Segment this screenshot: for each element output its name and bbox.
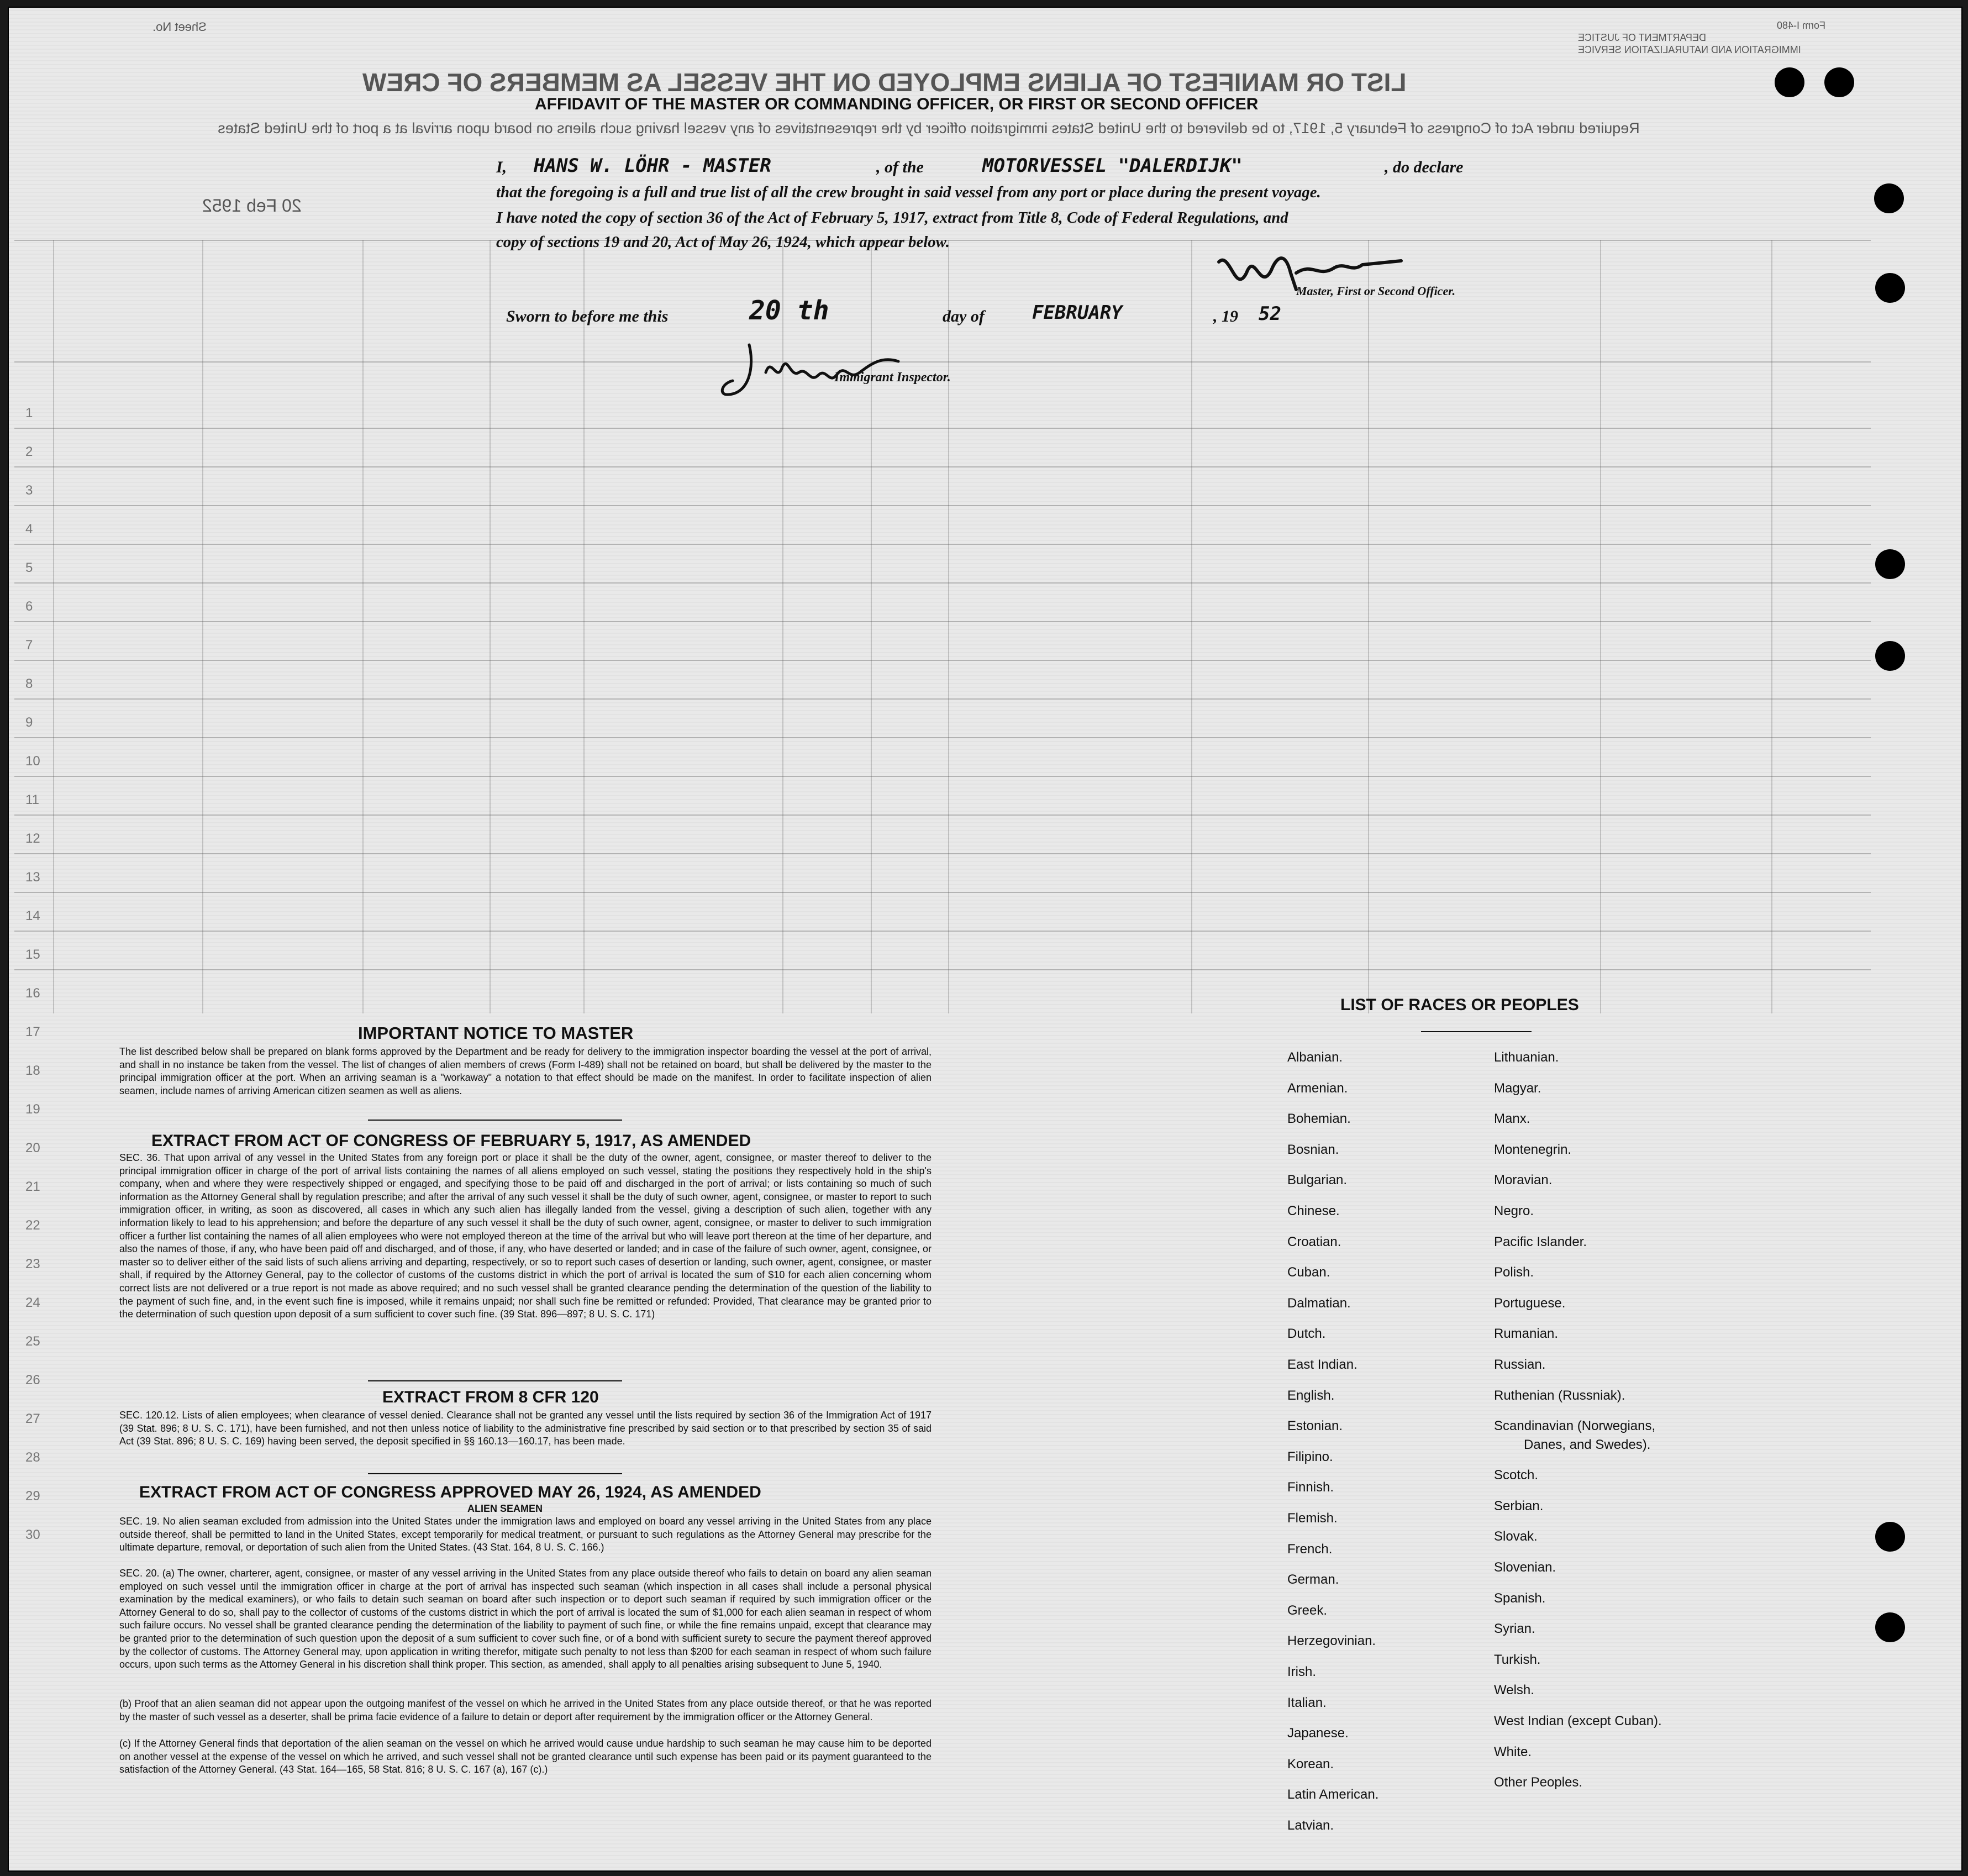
extract-1917-title: EXTRACT FROM ACT OF CONGRESS OF FEBRUARY 5, 1917, AS AMENDED	[151, 1132, 751, 1150]
ghost-row-line	[14, 621, 1871, 622]
race-item: Herzegovinian.	[1287, 1633, 1376, 1649]
ghost-row-line	[14, 737, 1871, 738]
punch-hole	[1824, 67, 1854, 97]
race-item: Bosnian.	[1287, 1142, 1339, 1157]
race-item: Chinese.	[1287, 1204, 1340, 1218]
ghost-row-number: 23	[25, 1257, 40, 1271]
vessel-name-handwritten: MOTORVESSEL "DALERDIJK"	[982, 155, 1243, 177]
race-item: French.	[1287, 1541, 1333, 1557]
ghost-row-number: 10	[25, 754, 40, 769]
sworn-day-handwritten: 20 th	[749, 295, 829, 326]
race-item: Dutch.	[1287, 1326, 1326, 1342]
ghost-row-number: 17	[25, 1024, 40, 1039]
race-item: Latvian.	[1287, 1818, 1334, 1833]
extract-1924-sec20b: (b) Proof that an alien seaman did not appear upon the outgoing manifest of the vessel on which he arrived in the United States from any place outside thereof, or that he was reported by the master of such vessel as a deserter, shall be prima facie evidence of a failure to detain or deport after requirement by the immigration officer or the Attorney General.	[119, 1698, 932, 1722]
race-item: Other Peoples.	[1494, 1775, 1583, 1790]
punch-hole	[1775, 67, 1804, 97]
race-item: Estonian.	[1287, 1418, 1343, 1434]
races-divider	[1421, 1031, 1532, 1032]
extract-cfr-title: EXTRACT FROM 8 CFR 120	[382, 1388, 599, 1406]
race-item: Flemish.	[1287, 1511, 1338, 1526]
ghost-row-number: 6	[25, 599, 33, 614]
punch-hole	[1875, 1522, 1905, 1552]
ghost-row-number: 21	[25, 1179, 40, 1194]
ghost-col-line	[202, 240, 203, 1013]
ghost-row-line	[14, 853, 1871, 854]
race-item: Dalmatian.	[1287, 1295, 1351, 1311]
manifest-sheet	[8, 7, 1962, 1872]
race-item: Montenegrin.	[1494, 1142, 1572, 1157]
race-item: Croatian.	[1287, 1234, 1341, 1249]
race-item: Polish.	[1494, 1265, 1534, 1280]
affidavit-title: AFFIDAVIT OF THE MASTER OR COMMANDING OFFICER, OR FIRST OR SECOND OFFICER	[535, 95, 1259, 113]
ghost-row-number: 25	[25, 1334, 40, 1349]
affidavit-do-declare: , do declare	[1385, 158, 1464, 176]
ghost-row-number: 12	[25, 831, 40, 846]
affidavit-line-3: I have noted the copy of section 36 of the Act of February 5, 1917, extract from Title 8, Code of Federal Regulations, and	[496, 209, 1288, 227]
race-item: Cuban.	[1287, 1265, 1330, 1280]
ghost-row-number: 14	[25, 908, 40, 923]
ghost-col-line	[948, 240, 949, 1013]
race-item: Moravian.	[1494, 1173, 1553, 1188]
ghost-row-number: 13	[25, 870, 40, 885]
notice-text: The list described below shall be prepared on blank forms approved by the Department and be ready for delivery to the immigration inspector boarding the vessel at the port of arrival, and shall in no instance be taken from the vessel. The list of changes of alien members of crews (Form I-489) shall not be retained on board, but shall be delivered by the master to the principal immigration officer at the port. When an arriving seaman is a "workaway" a notation to that effect should be made on the manifest. In order to facilitate inspection of alien seamen, include names of arriving American citizen seamen as well as aliens.	[119, 1046, 932, 1096]
ghost-row-line	[14, 361, 1871, 362]
race-item: Filipino.	[1287, 1449, 1333, 1464]
notice-title: IMPORTANT NOTICE TO MASTER	[358, 1023, 634, 1043]
extract-cfr-text: SEC. 120.12. Lists of alien employees; when clearance of vessel denied. Clearance shall not be granted any vessel until the lists required by section 36 of the Immigration Act of 1917 (39 Stat. 896; 8 U. S. C. 171), have been furnished, and not then unless notice of liability to the administrative fine prescribed by said section or to that prescribed by section 35 of said Act (39 Stat. 896; 8 U. S. C. 169) having been served, the deposit specified in §§ 160.13—160.17, has been made.	[119, 1410, 932, 1447]
race-item: German.	[1287, 1572, 1339, 1588]
race-item: White.	[1494, 1744, 1532, 1759]
ghost-col-line	[490, 240, 491, 1013]
ghost-row-line	[14, 931, 1871, 932]
ghost-row-number: 7	[25, 638, 33, 653]
inspector-caption: Immigrant Inspector.	[834, 370, 951, 385]
ghost-col-line	[53, 240, 54, 1013]
section-divider	[368, 1120, 622, 1121]
ghost-row-line	[14, 698, 1871, 700]
races-title: LIST OF RACES OR PEOPLES	[1340, 996, 1579, 1014]
extract-1917-text: SEC. 36. That upon arrival of any vessel in the United States from any foreign port or place it shall be the duty of the owner, agent, consignee, or master thereof to deliver to the principal immigration officer in charge of the port of arrival lists containing the names of all aliens employed on such vessel, stating the positions they respectively hold in the ship's company, when and where they were respectively shipped or engaged, and specifying those to be paid off and discharged in the port of arrival; or lists containing so much of such information as the Attorney General shall by regulation prescribe; and after the arrival of any such vessel it shall be the duty of such owner, agent, consignee, or master to report to such immigration officer, in writing, as soon as discovered, all cases in which any such alien has illegally landed from the vessel, giving a description of such alien, together with any information likely to lead to his apprehension; and before the departure of any such vessel it shall be the duty of such owner, agent, consignee, or master to deliver to such immigration officer a further list containing the names of all alien employees who were not employed thereon at the time of the arrival but who will leave port thereon at the time of her departure, and also the names of those, if any, who have been paid off and discharged, and of those, if any, who have deserted or landed; and in case of the failure of such owner, agent, consignee, or master so to deliver either of the said lists of such aliens arriving and departing, respectively, or so to report such cases of desertion or landing, such owner, agent, consignee, or master shall, if required by the Attorney General, pay to the collector of customs of the customs district in which the port of arrival is located the sum of $10 for each alien concerning whom correct lists are not delivered or a true report is not made as above required; and no such vessel shall be granted clearance pending the determination of the question of the liability to the payment of such fine, and, in the event such fine is imposed, while it remains unpaid; nor shall such fine be remitted or refunded: Provided, That clearance may be granted prior to the determination of such question upon deposit of a sum sufficient to cover such fine. (39 Stat. 896—897; 8 U. S. C. 171)	[119, 1152, 932, 1320]
race-item: Armenian.	[1287, 1080, 1348, 1096]
ghost-row-number: 18	[25, 1063, 40, 1078]
sworn-month-handwritten: FEBRUARY	[1032, 302, 1123, 324]
ghost-row-line	[14, 969, 1871, 970]
race-item: Bulgarian.	[1287, 1173, 1348, 1188]
ghost-row-number: 24	[25, 1295, 40, 1310]
extract-1924-sec19: SEC. 19. No alien seaman excluded from admission into the United States under the immigration laws and employed on board any vessel arriving in the United States from any place outside thereof, shall be permitted to land in the United States, except temporarily for medical treatment, or pursuant to such regulations as the Attorney General may prescribe for the ultimate departure, removal, or deportation of such alien from the United States. (43 Stat. 164, 8 U. S. C. 166.)	[119, 1516, 932, 1553]
ghost-row-number: 29	[25, 1489, 40, 1504]
race-item: Greek.	[1287, 1602, 1328, 1618]
extract-1924-sec20a: SEC. 20. (a) The owner, charterer, agent, consignee, or master of any vessel arriving in the United States from any place outside thereof who fails to detain on board any alien seaman employed on such vessel until the immigration officer in charge at the port of arrival has inspected such seaman (which inspection in all cases shall include a personal physical examination by the medical examiners), or who fails to detain such seaman on board after such inspection or to deport such seaman if required by such immigration officer or the Attorney General to do so, shall pay to the collector of customs of the customs district in which the port of arrival is located the sum of $1,000 for each alien seaman in respect of whom such failure occurs. No vessel shall be granted clearance pending the determination of the liability to payment of such fine, or while the fine remains unpaid, except that clearance may be granted prior to the determination of such question upon the deposit of a sum sufficient to cover such fine, or of a bond with sufficient surety to secure the payment thereof approved by the collector of customs. The Attorney General may, upon application in writing therefor, mitigate such penalty to not less than $200 for each seaman in respect of whom such failure occurs, upon such terms as the Attorney General in his discretion shall think proper. This section, as amended, shall apply to all penalties arising subsequent to June 5, 1940.	[119, 1568, 932, 1670]
ghost-row-line	[14, 505, 1871, 506]
ghost-row-number: 8	[25, 676, 33, 691]
ghost-col-line	[1368, 240, 1369, 1013]
race-item: Welsh.	[1494, 1683, 1534, 1698]
race-item: Ruthenian (Russniak).	[1494, 1388, 1625, 1403]
day-of-text: day of	[943, 307, 985, 325]
ghost-row-line	[14, 814, 1871, 816]
race-item: East Indian.	[1287, 1357, 1357, 1372]
mirrored-dept: DEPARTMENT OF JUSTICE	[1578, 32, 1707, 43]
punch-hole	[1875, 1612, 1905, 1642]
ghost-row-line	[14, 544, 1871, 545]
punch-hole	[1874, 183, 1904, 213]
race-item: Rumanian.	[1494, 1326, 1559, 1342]
ghost-row-number: 5	[25, 560, 33, 575]
ghost-row-number: 16	[25, 986, 40, 1001]
ghost-row-line	[14, 776, 1871, 777]
mirrored-ins: IMMIGRATION AND NATURALIZATION SERVICE	[1578, 44, 1801, 55]
master-caption: Master, First or Second Officer.	[1296, 284, 1456, 298]
race-item: Scotch.	[1494, 1468, 1539, 1483]
ghost-row-number: 11	[25, 792, 39, 807]
ghost-row-number: 20	[25, 1141, 40, 1155]
race-item: Portuguese.	[1494, 1295, 1566, 1311]
race-item: West Indian (except Cuban).	[1494, 1713, 1662, 1728]
ghost-col-line	[1600, 240, 1601, 1013]
punch-hole	[1875, 641, 1905, 671]
mirrored-requirement: Required under Act of Congress of February 5, 1917, to be delivered to the United States immigration officer by the representatives of any vessel having such aliens on board upon arrival at a port of the United States	[218, 120, 1640, 136]
race-item: Syrian.	[1494, 1621, 1535, 1637]
ghost-row-line	[14, 582, 1871, 584]
ghost-col-line	[583, 240, 585, 1013]
ghost-row-number: 2	[25, 444, 33, 459]
ghost-row-number: 26	[25, 1373, 40, 1388]
extract-1924-sec20c: (c) If the Attorney General finds that deportation of the alien seaman on the vessel on which he arrived would cause undue hardship to such seaman he may cause him to be deported on another vessel at the expense of the vessel on which he arrived, and such vessel shall not be granted clearance until such expense has been paid or its payment guaranteed to the satisfaction of the Attorney General. (43 Stat. 164—165, 58 Stat. 816; 8 U. S. C. 167 (a), 167 (c).)	[119, 1738, 932, 1775]
sworn-text: Sworn to before me this	[506, 307, 669, 325]
ghost-row-number: 28	[25, 1450, 40, 1465]
ghost-row-number: 19	[25, 1102, 40, 1117]
race-item: Spanish.	[1494, 1590, 1546, 1606]
section-divider	[368, 1473, 622, 1474]
race-item: Albanian.	[1287, 1050, 1343, 1065]
affidavit-of-the: , of the	[876, 158, 924, 176]
race-item: Lithuanian.	[1494, 1050, 1559, 1065]
mirrored-sheet-no: Sheet No.	[152, 20, 207, 34]
race-item: Scandinavian (Norwegians,	[1494, 1418, 1656, 1434]
mirrored-date-stamp: 20 Feb 1952	[202, 196, 302, 216]
affidavit-line-4: copy of sections 19 and 20, Act of May 26, 1924, which appear below.	[496, 233, 950, 251]
race-item: Korean.	[1287, 1756, 1334, 1772]
section-divider	[368, 1380, 622, 1381]
ghost-row-line	[14, 466, 1871, 467]
ghost-row-number: 22	[25, 1218, 40, 1233]
master-name-handwritten: HANS W. LÖHR - MASTER	[534, 155, 771, 177]
race-item: Slovenian.	[1494, 1559, 1556, 1575]
race-item: English.	[1287, 1388, 1335, 1403]
race-item: Pacific Islander.	[1494, 1234, 1587, 1249]
affidavit-i: I,	[496, 158, 507, 176]
sworn-year-handwritten: 52	[1259, 303, 1281, 325]
race-item: Slovak.	[1494, 1529, 1538, 1544]
mirrored-title: LIST OR MANIFEST OF ALIENS EMPLOYED ON THE VESSEL AS MEMBERS OF CREW	[362, 68, 1407, 97]
extract-1924-subtitle: ALIEN SEAMEN	[467, 1503, 543, 1514]
affidavit-line-2: that the foregoing is a full and true list of all the crew brought in said vessel from any port or place during the present voyage.	[496, 183, 1321, 201]
year-prefix: , 19	[1213, 307, 1238, 325]
ghost-row-line	[14, 892, 1871, 893]
punch-hole	[1875, 273, 1905, 303]
race-item: Magyar.	[1494, 1080, 1541, 1096]
race-item: Irish.	[1287, 1664, 1317, 1679]
ghost-col-line	[1191, 240, 1192, 1013]
ghost-row-number: 27	[25, 1411, 40, 1426]
ghost-row-number: 30	[25, 1527, 40, 1542]
race-item: Serbian.	[1494, 1498, 1544, 1514]
ghost-row-number: 9	[25, 715, 33, 730]
race-item: Bohemian.	[1287, 1111, 1351, 1127]
ghost-row-number: 1	[25, 406, 33, 421]
race-item: Latin American.	[1287, 1787, 1379, 1803]
race-item: Danes, and Swedes).	[1524, 1437, 1651, 1452]
extract-1924-title: EXTRACT FROM ACT OF CONGRESS APPROVED MAY 26, 1924, AS AMENDED	[139, 1483, 761, 1501]
race-item: Finnish.	[1287, 1480, 1334, 1495]
race-item: Japanese.	[1287, 1726, 1349, 1741]
punch-hole	[1875, 549, 1905, 579]
ghost-col-line	[362, 240, 364, 1013]
ghost-row-line	[14, 428, 1871, 429]
mirrored-form-no: Form I-480	[1777, 20, 1826, 31]
ghost-row-number: 3	[25, 483, 33, 498]
race-item: Manx.	[1494, 1111, 1530, 1127]
ghost-row-line	[14, 660, 1871, 661]
race-item: Italian.	[1287, 1695, 1327, 1710]
race-item: Negro.	[1494, 1204, 1534, 1218]
ghost-row-number: 15	[25, 947, 40, 962]
race-item: Turkish.	[1494, 1652, 1541, 1667]
ghost-row-number: 4	[25, 522, 33, 537]
inspector-signature	[716, 334, 920, 406]
race-item: Russian.	[1494, 1357, 1546, 1372]
ghost-col-line	[1771, 240, 1772, 1013]
